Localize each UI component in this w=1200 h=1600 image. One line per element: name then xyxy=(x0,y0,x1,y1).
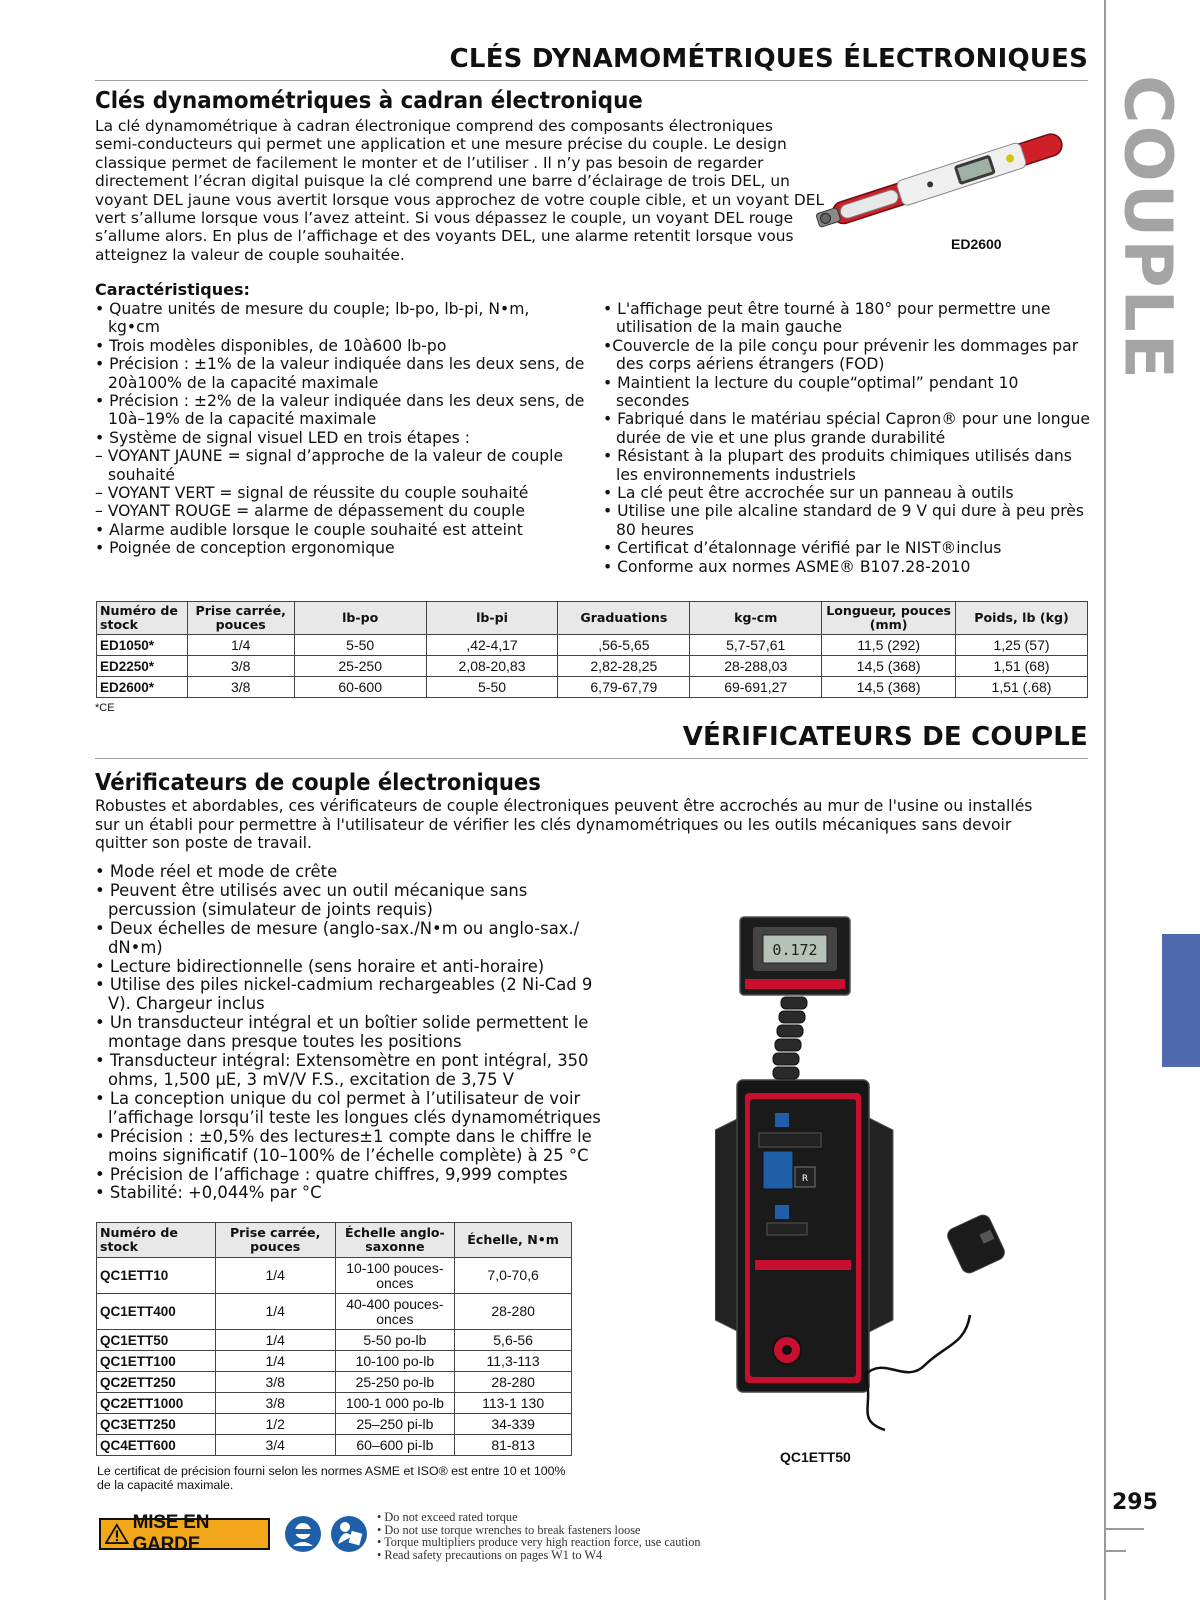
list-item: • Trois modèles disponibles, de 10à600 lb-po xyxy=(95,336,447,355)
list-item: • Certificat d’étalonnage vérifié par le NIST®inclus xyxy=(603,539,1002,558)
safety-warning-list xyxy=(377,1511,701,1561)
svg-text:R: R xyxy=(801,1174,809,1184)
tester-spec-table xyxy=(96,1222,572,1456)
list-item: • Utilise une pile alcaline standard de 9 V qui dure à peu près 80 heures xyxy=(603,502,1084,539)
list-item: • Transducteur intégral: Extensomètre en pont intégral, 350 ohms, 1,500 µE, 3 mV/V F.S., excitation de 3,75 V xyxy=(95,1051,589,1089)
list-item: • Alarme audible lorsque le couple souhaité est atteint xyxy=(95,520,523,539)
list-item: • La conception unique du col permet à l’utilisateur de voir l’affichage lorsqu’il teste les longues clés dynamométriques xyxy=(95,1088,601,1127)
section-rule xyxy=(95,758,1088,759)
table-row: QC2ETT1000 3/8 100-1 000 po-lb 113-1 130 xyxy=(97,1393,572,1414)
list-item: – VOYANT JAUNE = signal d’approche de la valeur de couple souhaité xyxy=(95,447,564,484)
list-item: • Résistant à la plupart des produits chimiques utilisés dans les environnements industriels xyxy=(603,447,1072,484)
side-color-tab xyxy=(1162,934,1200,1067)
list-item: • Précision : ±0,5% des lectures±1 compte dans le chiffre le moins significatif (10–100% de l’échelle complète) à 25 °C xyxy=(95,1126,592,1165)
list-item: • Précision : ±2% de la valeur indiquée dans les deux sens, de 10à–19% de la capacité maximale xyxy=(95,392,585,429)
table-row: QC3ETT250 1/2 25–250 pi-lb 34-339 xyxy=(97,1414,572,1435)
list-item: •Couvercle de la pile conçu pour prévenir les dommages par des corps aériens étrangers (FOD) xyxy=(603,336,1079,374)
list-item: • Précision de l’affichage : quatre chiffres, 9,999 comptes xyxy=(95,1164,568,1184)
list-item: • Read safety precautions on pages W1 to W4 xyxy=(377,1547,603,1562)
list-item: • Précision : ±1% de la valeur indiquée dans les deux sens, de 20à100% de la capacité maximale xyxy=(95,355,585,392)
table-row: ED1050* 1/4 5-50 ,42-4,17 ,56-5,65 5,7-57,61 11,5 (292) 1,25 (57) xyxy=(97,635,1088,656)
list-item: • Stabilité: +0,044% par °C xyxy=(95,1183,322,1203)
list-item: • Système de signal visuel LED en trois étapes : xyxy=(95,428,471,447)
side-section-label: COUPLE xyxy=(1109,75,1187,381)
table-header-row: Numéro de stock Prise carrée, pouces Échelle anglo-saxonne Échelle, N•m xyxy=(97,1223,572,1258)
table-header-row: Numéro de stock Prise carrée, pouces lb-po lb-pi Graduations kg-cm Longueur, pouces (mm) Poids, lb (kg) xyxy=(97,602,1088,635)
list-item: • Maintient la lecture du couple“optimal” pendant 10 secondes xyxy=(603,373,1019,411)
list-item: • Fabriqué dans le matériau spécial Capron® pour une longue durée de vie et une plus grande durabilité xyxy=(603,410,1091,447)
features-list-right xyxy=(603,300,1093,576)
table-row: ED2600* 3/8 60-600 5-50 6,79-67,79 69-691,27 14,5 (368) 1,51 (.68) xyxy=(97,677,1088,698)
subtitle-dial-wrenches: Clés dynamométriques à cadran électronique xyxy=(95,88,643,114)
list-item: • Conforme aux normes ASME® B107.28-2010 xyxy=(603,557,971,576)
warning-triangle-icon xyxy=(105,1522,129,1546)
image-caption-qc1ett50: QC1ETT50 xyxy=(780,1449,851,1465)
table-row: QC1ETT400 1/4 40-400 pouces-onces 28-280 xyxy=(97,1294,572,1330)
tester-intro-paragraph: Robustes et abordables, ces vérificateurs de couple électroniques peuvent être accrochés au mur de l'usine ou installés sur un établi pour permettre à l'utilisateur de vérifier les clés dynamométriques ou les outils mécaniques sans devoir quitter son poste de travail. xyxy=(95,797,1033,853)
side-rule-tick xyxy=(1104,1550,1126,1552)
list-item: • Peuvent être utilisés avec un outil mécanique sans percussion (simulateur de joints requis) xyxy=(95,880,528,919)
list-item: • Torque multipliers produce very high reaction force, use caution xyxy=(377,1535,701,1550)
table-row: QC1ETT50 1/4 5-50 po-lb 5,6-56 xyxy=(97,1330,572,1351)
list-item: • La clé peut être accrochée sur un panneau à outils xyxy=(603,484,1014,503)
side-rule-tick xyxy=(1104,1528,1144,1530)
list-item: – VOYANT VERT = signal de réussite du couple souhaité xyxy=(95,484,529,503)
wrench-spec-table xyxy=(96,601,1088,698)
intro-paragraph: La clé dynamométrique à cadran électronique comprend des composants électroniques semi-conducteurs qui permet une application et une mesure précise du couple. Le design classique permet de facilement le monter et de l’utiliser . Il n’y pas besoin de regarder directement l’écran digital puisque la clé comprend une barre d’éclairage de trois DEL, un voyant DEL jaune vous avertit lorsque vous approchez de votre couple cible, et un voyant DEL vert s’allume lorsque vous l’avez atteint. Si vous dépassez le couple, un voyant DEL rouge s’allume alors. En plus de l’affichage et des voyants DEL, une alarme retentit lorsque vous atteignez la valeur de couple souhaitée. xyxy=(95,117,825,264)
features-heading: Caractéristiques: xyxy=(95,280,250,299)
side-rule xyxy=(1104,0,1106,1600)
list-item: • Mode réel et mode de crête xyxy=(95,862,338,881)
list-item: • Utilise des piles nickel-cadmium rechargeables (2 Ni-Cad 9 V). Chargeur inclus xyxy=(95,975,593,1014)
image-caption-ed2600: ED2600 xyxy=(951,236,1002,252)
read-manual-icon xyxy=(331,1516,367,1552)
table-row: QC4ETT600 3/4 60–600 pi-lb 81-813 xyxy=(97,1435,572,1456)
certificate-note: Le certificat de précision fourni selon les normes ASME et ISO® est entre 10 et 100% de la capacité maximale. xyxy=(97,1464,566,1493)
table-row: ED2250* 3/8 25-250 2,08-20,83 2,82-28,25 28-288,03 14,5 (368) 1,51 (68) xyxy=(97,656,1088,677)
safety-glasses-icon xyxy=(285,1516,321,1552)
list-item: • Poignée de conception ergonomique xyxy=(95,539,395,558)
page-number: 295 xyxy=(1112,1490,1158,1515)
section-rule xyxy=(95,80,1088,81)
table-row: QC1ETT100 1/4 10-100 po-lb 11,3-113 xyxy=(97,1351,572,1372)
list-item: – VOYANT ROUGE = alarme de dépassement du couple xyxy=(95,502,525,521)
ce-mark-icon: CE xyxy=(99,702,115,714)
section-title-torque-testers: VÉRIFICATEURS DE COUPLE xyxy=(682,722,1088,752)
list-item: • Deux échelles de mesure (anglo-sax./N•m ou anglo-sax./ dN•m) xyxy=(95,918,580,957)
list-item: • L'affichage peut être tourné à 180° pour permettre une utilisation de la main gauche xyxy=(603,300,1051,337)
torque-tester-image xyxy=(715,915,1015,1435)
table-row: QC1ETT10 1/4 10-100 pouces-onces 7,0-70,6 xyxy=(97,1258,572,1294)
features-list-left xyxy=(95,300,585,558)
ce-footnote: *CE xyxy=(95,702,115,714)
warning-badge xyxy=(99,1512,270,1555)
list-item: • Quatre unités de mesure du couple; lb-po, lb-pi, N•m, kg•cm xyxy=(95,300,530,337)
list-item: • Un transducteur intégral et un boîtier solide permettent le montage dans presque toutes les positions xyxy=(95,1013,589,1052)
warning-label: MISE EN GARDE xyxy=(132,1512,210,1555)
list-item: • Lecture bidirectionnelle (sens horaire et anti-horaire) xyxy=(95,956,545,976)
list-item: • Do not exceed rated torque xyxy=(377,1510,518,1524)
tester-display-readout: 0.172 xyxy=(772,941,818,959)
list-item: • Do not use torque wrenches to break fasteners loose xyxy=(377,1522,641,1537)
tester-features-list xyxy=(95,863,610,1203)
section-title-electronic-wrenches: CLÉS DYNAMOMÉTRIQUES ÉLECTRONIQUES xyxy=(449,44,1088,74)
torque-wrench-image xyxy=(816,120,1076,230)
subtitle-electronic-testers: Vérificateurs de couple électroniques xyxy=(95,770,541,796)
table-row: QC2ETT250 3/8 25-250 po-lb 28-280 xyxy=(97,1372,572,1393)
